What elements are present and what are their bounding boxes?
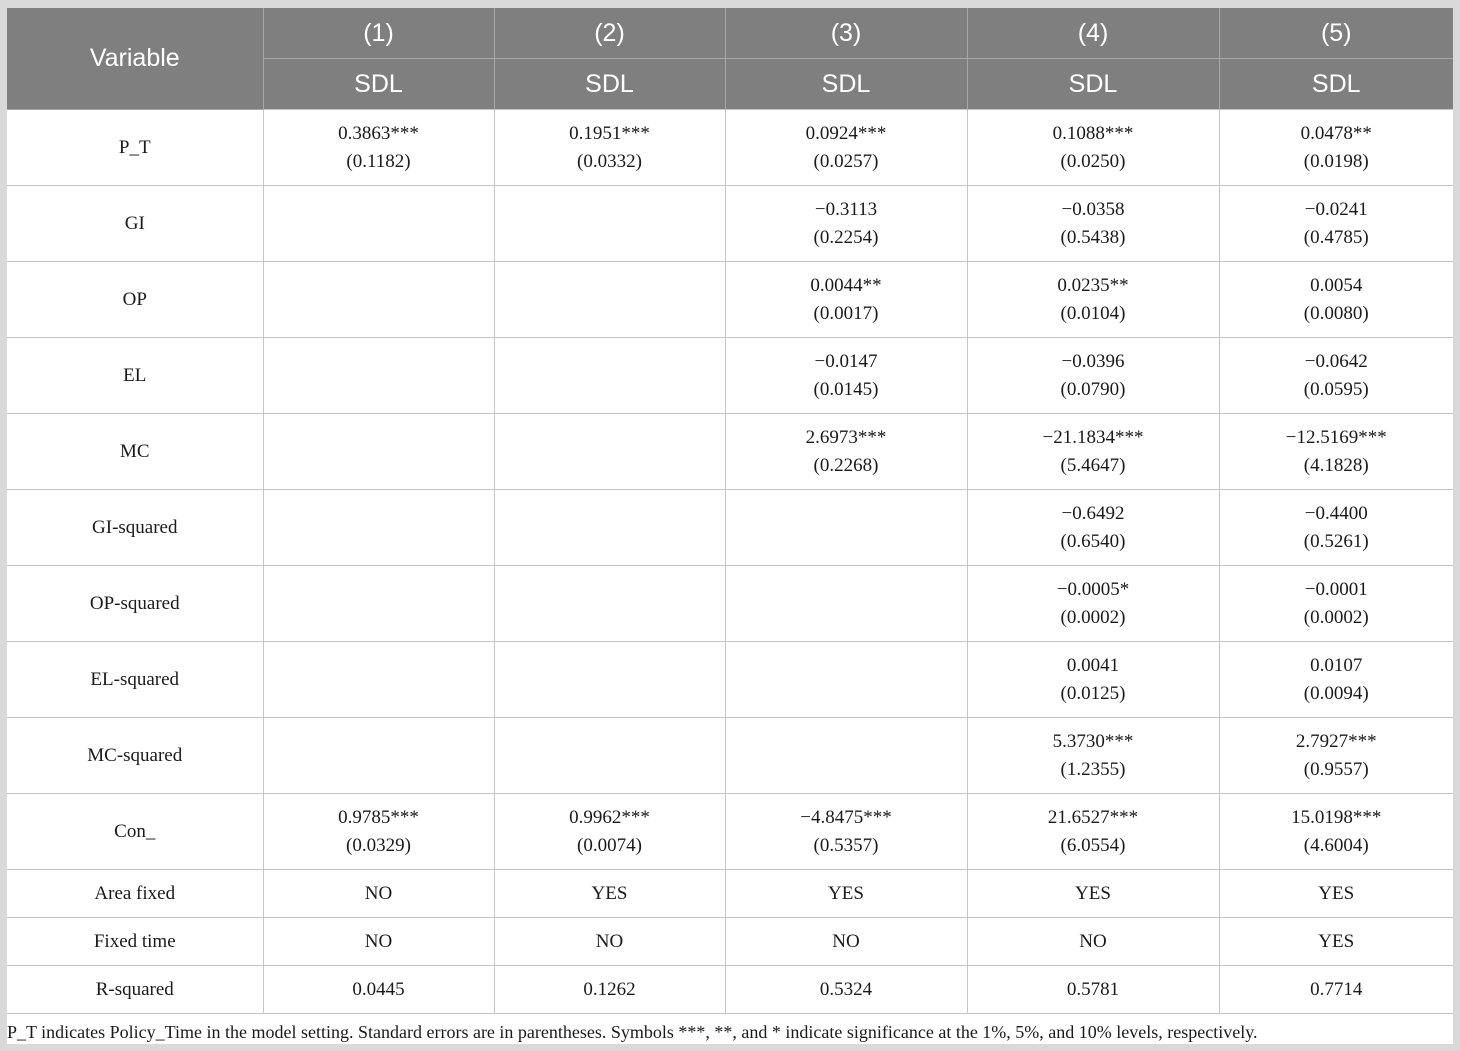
coefficient-value: −0.4400 <box>1304 502 1368 524</box>
coefficient-value: 0.0041 <box>1066 654 1120 676</box>
dependent-variable-header: SDL <box>1219 59 1453 110</box>
row-label: GI-squared <box>7 490 263 566</box>
coefficient-value: 0.1088*** <box>1052 122 1134 144</box>
table-cell <box>263 414 494 490</box>
coefficient-value: 15.0198*** <box>1291 806 1382 828</box>
coefficient-value: −0.0147 <box>814 350 878 372</box>
standard-error-value: (5.4647) <box>1060 454 1126 476</box>
table-row <box>7 262 1453 338</box>
table-cell: YES <box>725 870 967 918</box>
standard-error-value: (4.6004) <box>1303 834 1369 856</box>
standard-error-value: (0.9557) <box>1303 758 1369 780</box>
coefficient-value: 21.6527*** <box>1047 806 1139 828</box>
table-row <box>7 870 1453 918</box>
table-cell: YES <box>1219 918 1453 966</box>
table-cell <box>725 338 967 414</box>
standard-error-value: (0.0790) <box>1060 378 1126 400</box>
table-cell <box>725 414 967 490</box>
table-note: P_T indicates Policy_Time in the model setting. Standard errors are in parentheses. Symbols ***, **, and * indicate significance at the 1%, 5%, and 10% levels, respectively. <box>7 1021 1453 1043</box>
table-cell <box>494 718 725 794</box>
variable-header: Variable <box>7 8 263 110</box>
table-cell: YES <box>1219 870 1453 918</box>
table-cell: 0.5781 <box>967 966 1219 1014</box>
standard-error-value: (4.1828) <box>1303 454 1369 476</box>
coefficient-value: −0.0241 <box>1304 198 1368 220</box>
standard-error-value: (0.2268) <box>813 454 879 476</box>
table-cell <box>725 490 967 566</box>
table-row <box>7 338 1453 414</box>
row-label: GI <box>7 186 263 262</box>
coefficient-value: −0.6492 <box>1061 502 1125 524</box>
table-cell <box>1219 262 1453 338</box>
standard-error-value: (0.5357) <box>813 834 879 856</box>
table-cell <box>967 414 1219 490</box>
table-cell <box>494 490 725 566</box>
table-cell: NO <box>494 918 725 966</box>
table-cell <box>1219 642 1453 718</box>
table-cell: 0.1262 <box>494 966 725 1014</box>
dependent-variable-header: SDL <box>263 59 494 110</box>
standard-error-value: (1.2355) <box>1060 758 1126 780</box>
table-row <box>7 794 1453 870</box>
model-number-header: (4) <box>967 8 1219 59</box>
coefficient-value: 2.6973*** <box>805 426 887 448</box>
row-label: EL-squared <box>7 642 263 718</box>
standard-error-value: (0.6540) <box>1060 530 1126 552</box>
standard-error-value: (0.0074) <box>577 834 642 856</box>
table-header <box>7 8 1453 110</box>
table-cell <box>1219 490 1453 566</box>
coefficient-value: −0.0642 <box>1304 350 1368 372</box>
standard-error-value: (0.1182) <box>346 150 411 172</box>
table-cell: 0.0445 <box>263 966 494 1014</box>
coefficient-value: −0.0005* <box>1056 578 1130 600</box>
header-row-model-numbers <box>7 8 1453 59</box>
table-cell <box>967 794 1219 870</box>
coefficient-value: −4.8475*** <box>800 806 892 828</box>
table-cell <box>967 490 1219 566</box>
row-label: OP <box>7 262 263 338</box>
standard-error-value: (0.0198) <box>1303 150 1369 172</box>
standard-error-value: (0.0329) <box>346 834 411 856</box>
standard-error-value: (0.4785) <box>1303 226 1369 248</box>
coefficient-value: 0.1951*** <box>569 122 650 144</box>
table-cell <box>263 338 494 414</box>
table-cell <box>1219 718 1453 794</box>
coefficient-value: −12.5169*** <box>1285 426 1387 448</box>
standard-error-value: (0.0094) <box>1303 682 1369 704</box>
table-cell: YES <box>494 870 725 918</box>
standard-error-value: (0.2254) <box>813 226 879 248</box>
row-label: MC <box>7 414 263 490</box>
table-row <box>7 414 1453 490</box>
table-cell <box>494 186 725 262</box>
standard-error-value: (0.0002) <box>1303 606 1369 628</box>
table-cell <box>1219 110 1453 186</box>
row-label: MC-squared <box>7 718 263 794</box>
regression-table <box>7 8 1453 1014</box>
coefficient-value: 0.3863*** <box>338 122 419 144</box>
table-cell <box>263 490 494 566</box>
dependent-variable-header: SDL <box>725 59 967 110</box>
table-row <box>7 918 1453 966</box>
regression-table-frame <box>7 8 1453 1044</box>
table-cell <box>494 642 725 718</box>
table-cell <box>263 566 494 642</box>
table-cell <box>1219 338 1453 414</box>
standard-error-value: (0.5261) <box>1303 530 1369 552</box>
coefficient-value: 0.0054 <box>1310 274 1363 296</box>
coefficient-value: −0.0396 <box>1061 350 1125 372</box>
table-cell <box>725 186 967 262</box>
dependent-variable-header: SDL <box>967 59 1219 110</box>
standard-error-value: (0.0332) <box>577 150 642 172</box>
table-cell: NO <box>967 918 1219 966</box>
standard-error-value: (0.0250) <box>1060 150 1126 172</box>
table-cell <box>263 642 494 718</box>
table-cell <box>494 566 725 642</box>
table-cell: YES <box>967 870 1219 918</box>
coefficient-value: 0.0478** <box>1300 122 1372 144</box>
coefficient-value: 0.0107 <box>1310 654 1363 676</box>
model-number-header: (2) <box>494 8 725 59</box>
coefficient-value: 0.0235** <box>1057 274 1129 296</box>
table-cell <box>725 110 967 186</box>
standard-error-value: (0.0257) <box>813 150 879 172</box>
table-cell <box>263 794 494 870</box>
coefficient-value: 5.3730*** <box>1052 730 1134 752</box>
table-row <box>7 490 1453 566</box>
coefficient-value: −0.0001 <box>1304 578 1368 600</box>
table-body <box>7 110 1453 1014</box>
table-row <box>7 966 1453 1014</box>
coefficient-value: −21.1834*** <box>1042 426 1144 448</box>
table-cell <box>1219 566 1453 642</box>
row-label: Fixed time <box>7 918 263 966</box>
table-cell <box>494 338 725 414</box>
table-cell <box>967 642 1219 718</box>
table-cell <box>263 262 494 338</box>
table-cell <box>494 414 725 490</box>
table-cell <box>725 262 967 338</box>
table-cell <box>494 110 725 186</box>
standard-error-value: (0.0002) <box>1060 606 1126 628</box>
table-cell: NO <box>725 918 967 966</box>
table-row <box>7 186 1453 262</box>
table-cell <box>494 794 725 870</box>
standard-error-value: (0.0145) <box>813 378 879 400</box>
table-cell <box>494 262 725 338</box>
table-cell: 0.5324 <box>725 966 967 1014</box>
coefficient-value: 2.7927*** <box>1295 730 1377 752</box>
model-number-header: (3) <box>725 8 967 59</box>
table-row <box>7 718 1453 794</box>
table-cell: NO <box>263 870 494 918</box>
standard-error-value: (6.0554) <box>1060 834 1126 856</box>
standard-error-value: (0.0104) <box>1060 302 1126 324</box>
table-cell <box>1219 794 1453 870</box>
standard-error-value: (0.0017) <box>813 302 879 324</box>
coefficient-value: −0.0358 <box>1061 198 1125 220</box>
model-number-header: (1) <box>263 8 494 59</box>
table-cell <box>263 186 494 262</box>
table-cell <box>725 794 967 870</box>
table-cell <box>967 338 1219 414</box>
row-label: OP-squared <box>7 566 263 642</box>
table-cell <box>725 642 967 718</box>
table-cell <box>1219 414 1453 490</box>
standard-error-value: (0.0125) <box>1060 682 1126 704</box>
row-label: Area fixed <box>7 870 263 918</box>
table-cell: 0.7714 <box>1219 966 1453 1014</box>
table-row <box>7 110 1453 186</box>
table-cell <box>967 186 1219 262</box>
table-row <box>7 566 1453 642</box>
coefficient-value: 0.0044** <box>810 274 882 296</box>
table-cell <box>967 262 1219 338</box>
standard-error-value: (0.0080) <box>1303 302 1369 324</box>
table-cell <box>725 566 967 642</box>
table-cell <box>1219 186 1453 262</box>
table-cell <box>263 110 494 186</box>
table-cell <box>967 566 1219 642</box>
table-cell <box>967 718 1219 794</box>
coefficient-value: 0.0924*** <box>805 122 887 144</box>
coefficient-value: 0.9962*** <box>569 806 650 828</box>
standard-error-value: (0.0595) <box>1303 378 1369 400</box>
table-cell <box>263 718 494 794</box>
table-row <box>7 642 1453 718</box>
coefficient-value: −0.3113 <box>814 198 878 220</box>
row-label: Con_ <box>7 794 263 870</box>
standard-error-value: (0.5438) <box>1060 226 1126 248</box>
row-label: R-squared <box>7 966 263 1014</box>
row-label: P_T <box>7 110 263 186</box>
dependent-variable-header: SDL <box>494 59 725 110</box>
coefficient-value: 0.9785*** <box>338 806 419 828</box>
table-cell: NO <box>263 918 494 966</box>
row-label: EL <box>7 338 263 414</box>
table-cell <box>967 110 1219 186</box>
model-number-header: (5) <box>1219 8 1453 59</box>
table-cell <box>725 718 967 794</box>
